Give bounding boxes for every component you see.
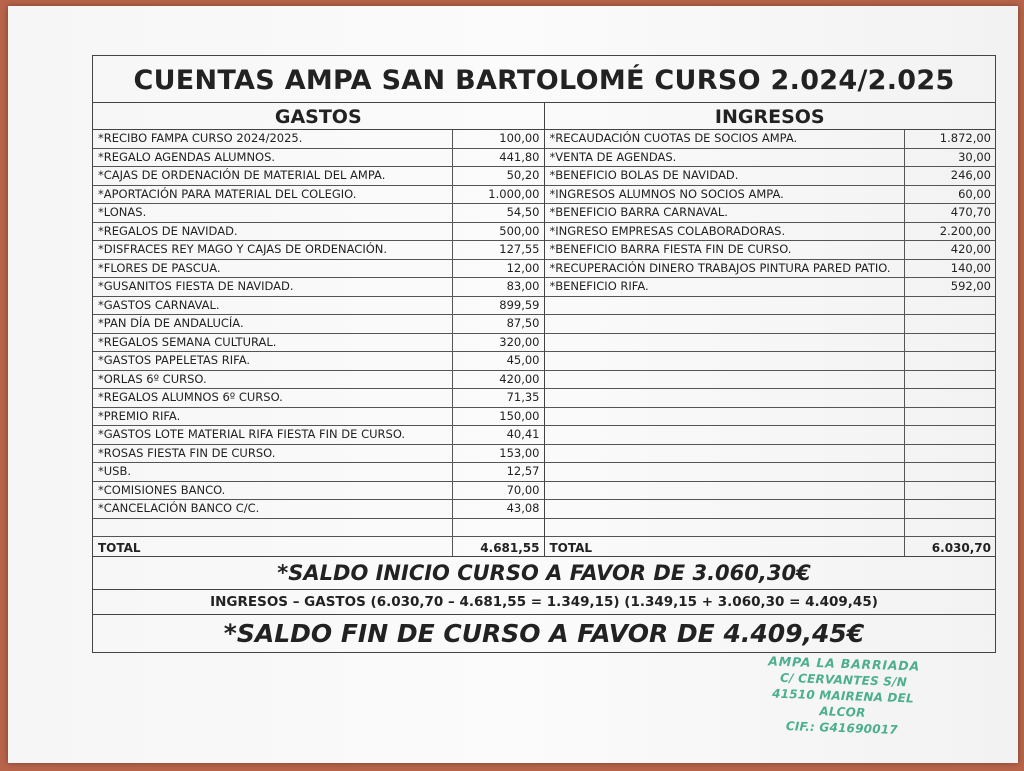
gastos-row bbox=[93, 167, 544, 186]
ingresos-item-description bbox=[545, 352, 906, 370]
ingresos-item-description: *RECAUDACIÓN CUOTAS DE SOCIOS AMPA. bbox=[545, 130, 906, 148]
ingresos-item-amount bbox=[905, 463, 995, 481]
ingresos-row bbox=[545, 519, 996, 538]
gastos-item-description bbox=[93, 519, 453, 537]
ingresos-item-description bbox=[545, 500, 906, 518]
gastos-item-description: *ORLAS 6º CURSO. bbox=[93, 371, 453, 389]
ingresos-item-description: *INGRESOS ALUMNOS NO SOCIOS AMPA. bbox=[545, 186, 906, 204]
ingresos-item-amount: 420,00 bbox=[950, 242, 991, 256]
gastos-row bbox=[93, 389, 544, 408]
gastos-item-amount: 12,57 bbox=[506, 464, 540, 478]
gastos-item-amount: 54,50 bbox=[506, 205, 540, 219]
ingresos-row bbox=[545, 334, 996, 353]
stamp-line-1: AMPA LA BARRIADA bbox=[768, 653, 921, 674]
ingresos-item-amount bbox=[905, 352, 995, 370]
ingresos-item-amount: 140,00 bbox=[950, 260, 991, 275]
gastos-item-amount: 43,08 bbox=[506, 501, 540, 515]
gastos-item-description: *REGALO AGENDAS ALUMNOS. bbox=[93, 149, 453, 167]
gastos-item-amount: 150,00 bbox=[499, 408, 540, 423]
ingresos-item-description: *BENEFICIO BARRA FIESTA FIN DE CURSO. bbox=[545, 241, 906, 259]
gastos-total-label: TOTAL bbox=[93, 537, 453, 556]
ingresos-item-description bbox=[545, 334, 906, 352]
gastos-row bbox=[93, 130, 544, 149]
association-stamp bbox=[747, 653, 940, 740]
gastos-row bbox=[93, 371, 544, 390]
ingresos-item-amount bbox=[905, 371, 995, 389]
document-title: CUENTAS AMPA SAN BARTOLOMÉ CURSO 2.024/2.025 bbox=[93, 56, 995, 103]
gastos-item-description: *COMISIONES BANCO. bbox=[93, 482, 453, 500]
ingresos-item-description bbox=[545, 408, 906, 426]
ingresos-row bbox=[545, 389, 996, 408]
gastos-item-amount: 320,00 bbox=[499, 334, 540, 349]
ingresos-item-description bbox=[545, 371, 906, 389]
ingresos-item-description bbox=[545, 389, 906, 407]
ingresos-item-description: *BENEFICIO BARRA CARNAVAL. bbox=[545, 204, 906, 222]
gastos-item-description: *REGALOS DE NAVIDAD. bbox=[93, 223, 453, 241]
gastos-rows bbox=[93, 130, 544, 537]
ingresos-item-amount bbox=[905, 482, 995, 500]
gastos-item-amount: 127,55 bbox=[499, 242, 540, 256]
ingresos-item-amount: 30,00 bbox=[958, 149, 991, 164]
ingresos-row bbox=[545, 408, 996, 427]
ingresos-item-amount bbox=[905, 408, 995, 426]
gastos-item-amount: 153,00 bbox=[499, 445, 540, 460]
gastos-row bbox=[93, 186, 544, 205]
ingresos-item-description bbox=[545, 445, 906, 463]
ingresos-total-amount: 6.030,70 bbox=[931, 541, 991, 555]
ingresos-item-amount: 246,00 bbox=[950, 168, 991, 182]
gastos-row bbox=[93, 278, 544, 297]
gastos-row bbox=[93, 315, 544, 334]
gastos-item-amount: 12,00 bbox=[506, 260, 540, 275]
ingresos-item-amount: 60,00 bbox=[958, 186, 991, 201]
ingresos-row bbox=[545, 149, 996, 168]
gastos-item-amount: 899,59 bbox=[499, 297, 540, 312]
ingresos-item-description bbox=[545, 297, 906, 315]
ingresos-row bbox=[545, 426, 996, 445]
ingresos-total-label: TOTAL bbox=[545, 537, 906, 556]
gastos-item-description: *CAJAS DE ORDENACIÓN DE MATERIAL DEL AMPA. bbox=[93, 167, 453, 185]
gastos-row bbox=[93, 463, 544, 482]
gastos-item-amount: 500,00 bbox=[499, 223, 540, 238]
ingresos-item-description: *INGRESO EMPRESAS COLABORADORAS. bbox=[545, 223, 906, 241]
ingresos-item-description: *BENEFICIO BOLAS DE NAVIDAD. bbox=[545, 167, 906, 185]
ingresos-item-description bbox=[545, 463, 906, 481]
gastos-item-description: *FLORES DE PASCUA. bbox=[93, 260, 453, 278]
ingresos-row bbox=[545, 463, 996, 482]
ingresos-row bbox=[545, 241, 996, 260]
ingresos-item-amount bbox=[905, 519, 995, 537]
gastos-item-description: *GASTOS LOTE MATERIAL RIFA FIESTA FIN DE CURSO. bbox=[93, 426, 453, 444]
ingresos-item-amount bbox=[905, 500, 995, 518]
ingresos-rows bbox=[545, 130, 996, 537]
gastos-item-description: *CANCELACIÓN BANCO C/C. bbox=[93, 500, 453, 518]
ingresos-total-row bbox=[545, 537, 996, 556]
ingresos-item-amount bbox=[905, 426, 995, 444]
ingresos-row bbox=[545, 223, 996, 242]
gastos-item-description: *GUSANITOS FIESTA DE NAVIDAD. bbox=[93, 278, 453, 296]
stamp-line-3: 41510 MAIRENA DEL ALCOR bbox=[771, 686, 915, 720]
ingresos-row bbox=[545, 260, 996, 279]
gastos-item-description: *REGALOS SEMANA CULTURAL. bbox=[93, 334, 453, 352]
ingresos-item-description bbox=[545, 482, 906, 500]
gastos-item-description: *GASTOS PAPELETAS RIFA. bbox=[93, 352, 453, 370]
ingresos-item-amount bbox=[905, 334, 995, 352]
saldo-inicio: *SALDO INICIO CURSO A FAVOR DE 3.060,30€ bbox=[93, 557, 995, 590]
accounts-table bbox=[92, 55, 996, 653]
balance-formula: INGRESOS – GASTOS (6.030,70 – 4.681,55 = 1.349,15) (1.349,15 + 3.060,30 = 4.409,45) bbox=[93, 590, 995, 615]
stamp-line-4: CIF.: G41690017 bbox=[785, 719, 899, 737]
gastos-item-description: *RECIBO FAMPA CURSO 2024/2025. bbox=[93, 130, 453, 148]
gastos-item-amount: 40,41 bbox=[506, 427, 540, 441]
gastos-item-description: *LONAS. bbox=[93, 204, 453, 222]
ingresos-row bbox=[545, 445, 996, 464]
gastos-item-amount: 83,00 bbox=[506, 279, 540, 293]
ingresos-item-description: *RECUPERACIÓN DINERO TRABAJOS PINTURA PARED PATIO. bbox=[545, 260, 906, 278]
gastos-row bbox=[93, 297, 544, 316]
gastos-row bbox=[93, 334, 544, 353]
gastos-row bbox=[93, 408, 544, 427]
ingresos-row bbox=[545, 204, 996, 223]
columns bbox=[93, 103, 995, 557]
gastos-row bbox=[93, 500, 544, 519]
gastos-item-description: *ROSAS FIESTA FIN DE CURSO. bbox=[93, 445, 453, 463]
gastos-row bbox=[93, 260, 544, 279]
gastos-row bbox=[93, 482, 544, 501]
gastos-item-amount: 50,20 bbox=[506, 168, 540, 182]
gastos-row bbox=[93, 426, 544, 445]
ingresos-item-amount bbox=[905, 297, 995, 315]
ingresos-row bbox=[545, 130, 996, 149]
ingresos-row bbox=[545, 352, 996, 371]
gastos-column bbox=[93, 103, 545, 556]
gastos-item-amount: 100,00 bbox=[499, 131, 540, 145]
gastos-item-description: *GASTOS CARNAVAL. bbox=[93, 297, 453, 315]
ingresos-row bbox=[545, 482, 996, 501]
gastos-item-description: *PREMIO RIFA. bbox=[93, 408, 453, 426]
ingresos-row bbox=[545, 167, 996, 186]
gastos-row bbox=[93, 445, 544, 464]
gastos-item-amount bbox=[453, 519, 544, 537]
paper-sheet bbox=[8, 6, 1018, 763]
ingresos-row bbox=[545, 186, 996, 205]
gastos-item-amount: 71,35 bbox=[506, 390, 540, 404]
gastos-row bbox=[93, 519, 544, 538]
ingresos-item-description: *VENTA DE AGENDAS. bbox=[545, 149, 906, 167]
gastos-row bbox=[93, 223, 544, 242]
ingresos-item-amount: 1.872,00 bbox=[939, 131, 991, 145]
ingresos-row bbox=[545, 278, 996, 297]
gastos-row bbox=[93, 149, 544, 168]
ingresos-row bbox=[545, 315, 996, 334]
gastos-item-amount: 70,00 bbox=[506, 482, 540, 497]
ingresos-item-amount bbox=[905, 445, 995, 463]
ingresos-row bbox=[545, 500, 996, 519]
ingresos-row bbox=[545, 371, 996, 390]
gastos-item-description: *DISFRACES REY MAGO Y CAJAS DE ORDENACIÓN. bbox=[93, 241, 453, 259]
ingresos-item-amount: 470,70 bbox=[950, 205, 991, 219]
gastos-row bbox=[93, 352, 544, 371]
gastos-row bbox=[93, 204, 544, 223]
ingresos-item-description: *BENEFICIO RIFA. bbox=[545, 278, 906, 296]
gastos-row bbox=[93, 241, 544, 260]
ingresos-item-amount bbox=[905, 389, 995, 407]
gastos-item-amount: 45,00 bbox=[506, 353, 540, 367]
gastos-item-amount: 420,00 bbox=[499, 371, 540, 386]
ingresos-item-amount: 2.200,00 bbox=[939, 223, 991, 238]
gastos-item-description: *PAN DÍA DE ANDALUCÍA. bbox=[93, 315, 453, 333]
gastos-item-amount: 441,80 bbox=[499, 149, 540, 164]
gastos-item-description: *APORTACIÓN PARA MATERIAL DEL COLEGIO. bbox=[93, 186, 453, 204]
gastos-item-amount: 1.000,00 bbox=[488, 186, 540, 201]
ingresos-column bbox=[545, 103, 996, 556]
ingresos-item-amount: 592,00 bbox=[950, 279, 991, 293]
gastos-heading: GASTOS bbox=[93, 103, 544, 130]
ingresos-item-description bbox=[545, 519, 906, 537]
stamp-line-2: C/ CERVANTES S/N bbox=[779, 670, 908, 690]
ingresos-item-description bbox=[545, 426, 906, 444]
ingresos-row bbox=[545, 297, 996, 316]
gastos-item-description: *USB. bbox=[93, 463, 453, 481]
ingresos-item-amount bbox=[905, 315, 995, 333]
gastos-item-amount: 87,50 bbox=[506, 316, 540, 330]
ingresos-item-description bbox=[545, 315, 906, 333]
gastos-total-row bbox=[93, 537, 544, 556]
gastos-total-amount: 4.681,55 bbox=[480, 541, 540, 555]
gastos-item-description: *REGALOS ALUMNOS 6º CURSO. bbox=[93, 389, 453, 407]
ingresos-heading: INGRESOS bbox=[545, 103, 996, 130]
saldo-fin: *SALDO FIN DE CURSO A FAVOR DE 4.409,45€ bbox=[223, 619, 865, 648]
